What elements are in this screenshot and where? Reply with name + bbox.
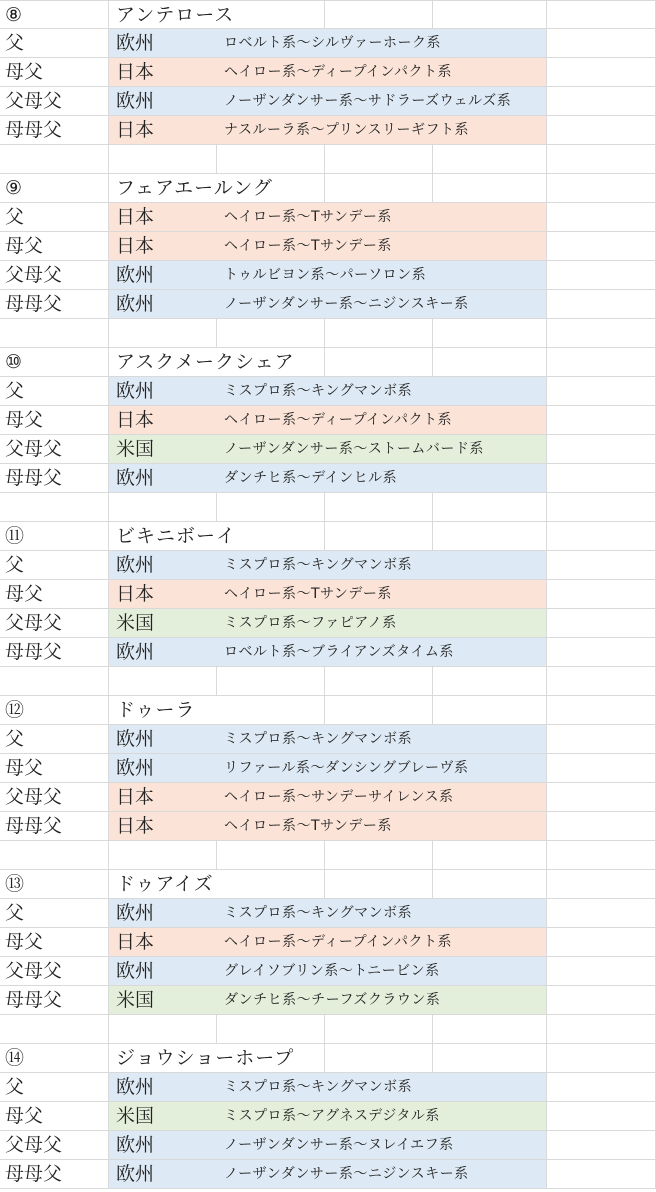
- pedigree-row: [0, 812, 656, 841]
- horse-number: ⑫: [5, 699, 25, 721]
- gridline: [108, 1015, 109, 1043]
- gridline: [108, 1, 109, 28]
- gridline: [324, 1044, 325, 1072]
- pedigree-row: [0, 1073, 656, 1102]
- lineage-cell: ミスプロ系～キングマンボ系: [224, 731, 413, 747]
- region-cell: 欧州: [116, 32, 155, 54]
- lineage-cell: ヘイロー系～ディープインパクト系: [224, 64, 452, 80]
- gridline: [108, 174, 109, 202]
- pedigree-row: [0, 986, 656, 1015]
- gridline: [546, 754, 547, 782]
- pedigree-row: [0, 261, 656, 290]
- lineage-cell: ダンチヒ系～チーフズクラウン系: [224, 992, 441, 1008]
- region-cell: 欧州: [116, 554, 155, 576]
- relation-label: 父: [5, 902, 25, 924]
- gridline: [546, 783, 547, 811]
- gridline: [432, 493, 433, 521]
- relation-label: 母父: [5, 61, 44, 83]
- relation-label: 父母父: [5, 90, 63, 112]
- gridline: [546, 174, 547, 202]
- pedigree-row: [0, 725, 656, 754]
- horse-name: ドゥアイズ: [116, 873, 214, 895]
- region-cell: 日本: [116, 409, 155, 431]
- gridline: [108, 319, 109, 347]
- spacer-row: [0, 493, 656, 522]
- pedigree-row: [0, 783, 656, 812]
- gridline: [546, 232, 547, 260]
- pedigree-row: [0, 87, 656, 116]
- relation-label: 母母父: [5, 1163, 63, 1185]
- gridline: [108, 203, 109, 231]
- gridline: [546, 145, 547, 173]
- horse-name: ドゥーラ: [116, 699, 196, 721]
- gridline: [108, 812, 109, 840]
- lineage-cell: ノーザンダンサー系～ヌレイエフ系: [224, 1137, 454, 1153]
- gridline: [324, 145, 325, 173]
- region-cell: 日本: [116, 815, 155, 837]
- gridline: [432, 1015, 433, 1043]
- pedigree-row: [0, 406, 656, 435]
- spacer-row: [0, 319, 656, 348]
- pedigree-row: [0, 58, 656, 87]
- relation-label: 父母父: [5, 264, 63, 286]
- gridline: [108, 1073, 109, 1101]
- pedigree-row: [0, 1102, 656, 1131]
- lineage-cell: トゥルビヨン系～パーソロン系: [224, 267, 427, 283]
- gridline: [108, 493, 109, 521]
- horse-header-row: [0, 348, 656, 377]
- gridline: [108, 29, 109, 57]
- gridline: [216, 493, 217, 521]
- spacer-row: [0, 145, 656, 174]
- gridline: [546, 87, 547, 115]
- lineage-cell: ミスプロ系～キングマンボ系: [224, 905, 413, 921]
- lineage-cell: ロベルト系～ブライアンズタイム系: [224, 644, 454, 660]
- gridline: [108, 754, 109, 782]
- gridline: [324, 667, 325, 695]
- region-cell: 欧州: [116, 728, 155, 750]
- region-cell: 欧州: [116, 902, 155, 924]
- lineage-cell: リファール系～ダンシングブレーヴ系: [224, 760, 469, 776]
- region-cell: 日本: [116, 119, 155, 141]
- gridline: [108, 261, 109, 289]
- gridline: [108, 725, 109, 753]
- gridline: [216, 841, 217, 869]
- lineage-cell: ミスプロ系～キングマンボ系: [224, 557, 413, 573]
- relation-label: 父: [5, 206, 25, 228]
- horse-number: ⑧: [5, 4, 23, 26]
- relation-label: 母母父: [5, 467, 63, 489]
- gridline: [216, 667, 217, 695]
- gridline: [108, 377, 109, 405]
- horse-name: ビキニボーイ: [116, 525, 237, 547]
- gridline: [546, 1015, 547, 1043]
- horse-name: ジョウショーホープ: [116, 1047, 295, 1069]
- relation-label: 父: [5, 1076, 25, 1098]
- gridline: [432, 522, 433, 550]
- lineage-cell: ノーザンダンサー系～サドラーズウェルズ系: [224, 93, 512, 109]
- region-cell: 日本: [116, 786, 155, 808]
- gridline: [216, 319, 217, 347]
- region-cell: 日本: [116, 931, 155, 953]
- region-cell: 欧州: [116, 1134, 155, 1156]
- pedigree-row: [0, 1131, 656, 1160]
- pedigree-row: [0, 435, 656, 464]
- region-cell: 欧州: [116, 641, 155, 663]
- gridline: [546, 667, 547, 695]
- gridline: [546, 348, 547, 376]
- gridline: [546, 696, 547, 724]
- relation-label: 父母父: [5, 786, 63, 808]
- gridline: [546, 261, 547, 289]
- lineage-cell: ダンチヒ系～デインヒル系: [224, 470, 398, 486]
- gridline: [108, 667, 109, 695]
- gridline: [546, 1044, 547, 1072]
- lineage-cell: ヘイロー系～Tサンデー系: [224, 586, 392, 602]
- gridline: [108, 435, 109, 463]
- gridline: [432, 174, 433, 202]
- relation-label: 父: [5, 32, 25, 54]
- lineage-cell: ヘイロー系～Tサンデー系: [224, 818, 392, 834]
- pedigree-row: [0, 580, 656, 609]
- horse-number: ⑩: [5, 351, 23, 373]
- gridline: [108, 1160, 109, 1188]
- lineage-cell: ミスプロ系～ファピアノ系: [224, 615, 397, 631]
- gridline: [546, 290, 547, 318]
- gridline: [324, 1015, 325, 1043]
- gridline: [546, 957, 547, 985]
- relation-label: 父母父: [5, 438, 63, 460]
- relation-label: 母父: [5, 931, 44, 953]
- relation-label: 母母父: [5, 989, 63, 1011]
- pedigree-row: [0, 957, 656, 986]
- horse-number: ⑨: [5, 177, 23, 199]
- relation-label: 父母父: [5, 960, 63, 982]
- relation-label: 父: [5, 728, 25, 750]
- spacer-row: [0, 1015, 656, 1044]
- gridline: [546, 319, 547, 347]
- horse-header-row: [0, 0, 656, 29]
- gridline: [546, 435, 547, 463]
- gridline: [108, 406, 109, 434]
- horse-header-row: [0, 522, 656, 551]
- gridline: [108, 1102, 109, 1130]
- gridline: [108, 87, 109, 115]
- gridline: [546, 29, 547, 57]
- lineage-cell: ヘイロー系～Tサンデー系: [224, 209, 392, 225]
- gridline: [108, 1131, 109, 1159]
- gridline: [216, 145, 217, 173]
- pedigree-row: [0, 290, 656, 319]
- gridline: [546, 841, 547, 869]
- lineage-cell: グレイソブリン系～トニービン系: [224, 963, 440, 979]
- horse-header-row: [0, 870, 656, 899]
- region-cell: 日本: [116, 61, 155, 83]
- gridline: [546, 551, 547, 579]
- gridline: [324, 696, 325, 724]
- pedigree-row: [0, 203, 656, 232]
- gridline: [108, 841, 109, 869]
- pedigree-row: [0, 551, 656, 580]
- region-cell: 欧州: [116, 380, 155, 402]
- gridline: [546, 986, 547, 1014]
- gridline: [546, 1160, 547, 1188]
- region-cell: 日本: [116, 583, 155, 605]
- lineage-cell: ヘイロー系～ディープインパクト系: [224, 934, 452, 950]
- gridline: [108, 928, 109, 956]
- region-cell: 日本: [116, 235, 155, 257]
- pedigree-row: [0, 609, 656, 638]
- lineage-cell: ヘイロー系～ディープインパクト系: [224, 412, 452, 428]
- horse-header-row: [0, 174, 656, 203]
- gridline: [546, 406, 547, 434]
- gridline: [546, 638, 547, 666]
- pedigree-row: [0, 1160, 656, 1189]
- lineage-cell: ノーザンダンサー系～ニジンスキー系: [224, 1166, 469, 1182]
- horse-name: フェアエールング: [116, 177, 273, 199]
- gridline: [324, 841, 325, 869]
- lineage-cell: ナスルーラ系～プリンスリーギフト系: [224, 122, 469, 138]
- gridline: [546, 609, 547, 637]
- gridline: [546, 1131, 547, 1159]
- lineage-cell: ミスプロ系～キングマンボ系: [224, 1079, 413, 1095]
- region-cell: 米国: [116, 989, 155, 1011]
- gridline: [108, 609, 109, 637]
- region-cell: 米国: [116, 612, 155, 634]
- gridline: [546, 522, 547, 550]
- relation-label: 母母父: [5, 815, 63, 837]
- gridline: [546, 870, 547, 898]
- gridline: [546, 377, 547, 405]
- gridline: [432, 348, 433, 376]
- lineage-cell: ミスプロ系～アグネスデジタル系: [224, 1108, 440, 1124]
- gridline: [108, 116, 109, 144]
- gridline: [324, 174, 325, 202]
- region-cell: 欧州: [116, 1076, 155, 1098]
- gridline: [324, 319, 325, 347]
- spacer-row: [0, 841, 656, 870]
- relation-label: 母父: [5, 1105, 44, 1127]
- lineage-cell: ヘイロー系～Tサンデー系: [224, 238, 392, 254]
- region-cell: 欧州: [116, 467, 155, 489]
- relation-label: 父母父: [5, 1134, 63, 1156]
- region-cell: 欧州: [116, 757, 155, 779]
- region-cell: 米国: [116, 1105, 155, 1127]
- region-cell: 欧州: [116, 960, 155, 982]
- horse-number: ⑬: [5, 873, 25, 895]
- pedigree-row: [0, 899, 656, 928]
- gridline: [432, 841, 433, 869]
- gridline: [324, 522, 325, 550]
- horse-number: ⑭: [5, 1047, 25, 1069]
- gridline: [108, 145, 109, 173]
- relation-label: 母父: [5, 235, 44, 257]
- gridline: [324, 493, 325, 521]
- pedigree-row: [0, 232, 656, 261]
- relation-label: 母父: [5, 757, 44, 779]
- lineage-cell: ノーザンダンサー系～ストームバード系: [224, 441, 484, 457]
- gridline: [432, 696, 433, 724]
- gridline: [432, 667, 433, 695]
- relation-label: 母母父: [5, 293, 63, 315]
- gridline: [108, 580, 109, 608]
- gridline: [546, 58, 547, 86]
- lineage-cell: ロベルト系～シルヴァーホーク系: [224, 35, 442, 51]
- lineage-cell: ヘイロー系～サンデーサイレンス系: [224, 789, 454, 805]
- gridline: [546, 1073, 547, 1101]
- lineage-cell: ミスプロ系～キングマンボ系: [224, 383, 413, 399]
- pedigree-row: [0, 377, 656, 406]
- relation-label: 母母父: [5, 641, 63, 663]
- spacer-row: [0, 667, 656, 696]
- pedigree-row: [0, 638, 656, 667]
- gridline: [324, 1, 325, 28]
- relation-label: 父母父: [5, 612, 63, 634]
- horse-name: アスクメークシェア: [116, 351, 295, 373]
- gridline: [108, 348, 109, 376]
- gridline: [432, 319, 433, 347]
- gridline: [546, 725, 547, 753]
- gridline: [108, 290, 109, 318]
- gridline: [216, 1015, 217, 1043]
- gridline: [546, 464, 547, 492]
- gridline: [108, 522, 109, 550]
- gridline: [108, 696, 109, 724]
- gridline: [546, 812, 547, 840]
- gridline: [108, 464, 109, 492]
- gridline: [432, 1, 433, 28]
- gridline: [546, 899, 547, 927]
- horse-header-row: [0, 1044, 656, 1073]
- gridline: [546, 1, 547, 28]
- gridline: [108, 957, 109, 985]
- gridline: [432, 870, 433, 898]
- region-cell: 欧州: [116, 90, 155, 112]
- lineage-cell: ノーザンダンサー系～ニジンスキー系: [224, 296, 469, 312]
- region-cell: 日本: [116, 206, 155, 228]
- gridline: [546, 928, 547, 956]
- region-cell: 欧州: [116, 1163, 155, 1185]
- relation-label: 父: [5, 554, 25, 576]
- relation-label: 母父: [5, 409, 44, 431]
- gridline: [108, 58, 109, 86]
- gridline: [108, 783, 109, 811]
- pedigree-row: [0, 928, 656, 957]
- gridline: [108, 638, 109, 666]
- pedigree-row: [0, 116, 656, 145]
- horse-header-row: [0, 696, 656, 725]
- pedigree-row: [0, 464, 656, 493]
- pedigree-row: [0, 754, 656, 783]
- gridline: [324, 348, 325, 376]
- gridline: [108, 1044, 109, 1072]
- gridline: [432, 1044, 433, 1072]
- gridline: [108, 899, 109, 927]
- gridline: [432, 145, 433, 173]
- relation-label: 母父: [5, 583, 44, 605]
- gridline: [546, 116, 547, 144]
- gridline: [546, 1102, 547, 1130]
- region-cell: 欧州: [116, 293, 155, 315]
- pedigree-row: [0, 29, 656, 58]
- region-cell: 米国: [116, 438, 155, 460]
- gridline: [108, 551, 109, 579]
- gridline: [108, 870, 109, 898]
- horse-number: ⑪: [5, 525, 25, 547]
- relation-label: 母母父: [5, 119, 63, 141]
- horse-name: アンテロース: [116, 4, 235, 26]
- relation-label: 父: [5, 380, 25, 402]
- region-cell: 欧州: [116, 264, 155, 286]
- gridline: [546, 580, 547, 608]
- gridline: [108, 232, 109, 260]
- gridline: [108, 986, 109, 1014]
- gridline: [324, 870, 325, 898]
- gridline: [546, 493, 547, 521]
- gridline: [546, 203, 547, 231]
